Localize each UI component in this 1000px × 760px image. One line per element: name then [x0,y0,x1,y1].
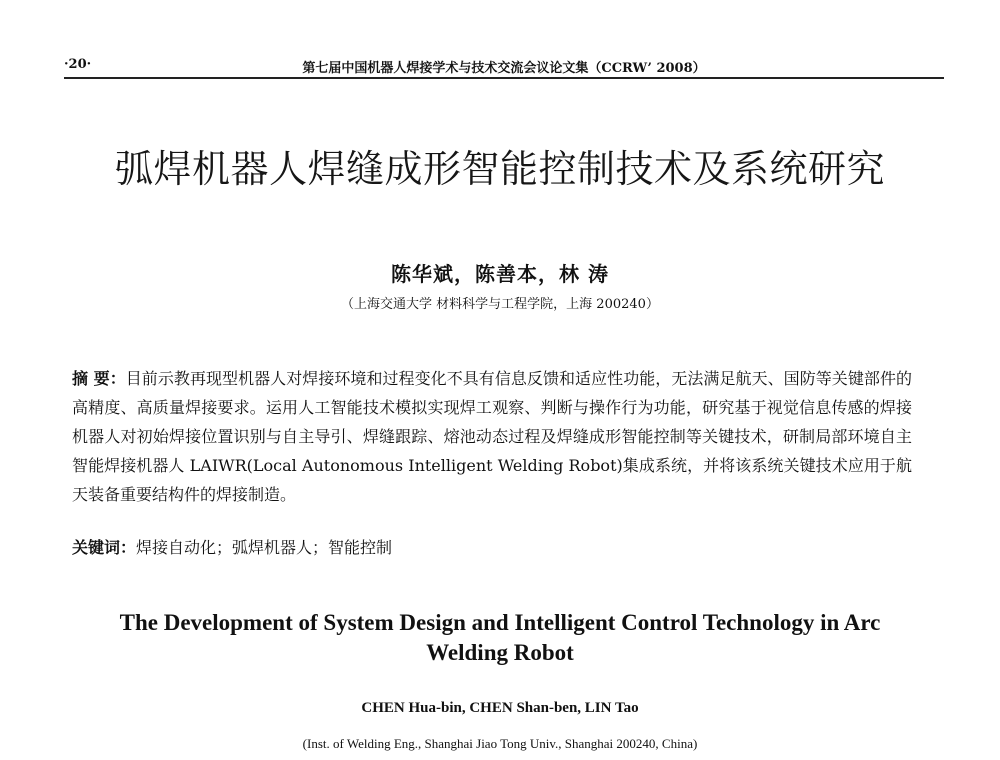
keywords-text: 焊接自动化；弧焊机器人；智能控制 [136,538,393,557]
abstract-text: 目前示教再现型机器人对焊接环境和过程变化不具有信息反馈和适应性功能，无法满足航天、国防等关键部件的高精度、高质量焊接要求。运用人工智能技术模拟实现焊工观察、判断与操作行为功能，研究基于视觉信息传感的焊接机器人对初始焊接位置识别与自主导引、焊缝跟踪、熔池动态过程及焊缝成形智能控制等关键技术，研制局部环境自主智能焊接机器人 LAIWR(Local Autonomous Intelligent Welding Robot)集成系统，并将该系统关键技术应用于航天装备重要结构件的焊接制造。 [72,369,912,504]
keywords-label: 关键词： [72,538,137,557]
conference-name: 第七届中国机器人焊接学术与技术交流会议论文集（CCRW’ 2008） [302,61,706,76]
chinese-affiliation: （上海交通大学 材料科学与工程学院，上海 200240） [341,297,659,312]
page-number: ·20· [64,57,92,72]
abstract-label: 摘 要： [72,369,126,388]
english-authors: CHEN Hua-bin, CHEN Shan-ben, LIN Tao [361,700,639,716]
keywords [72,537,912,559]
english-affiliation: (Inst. of Welding Eng., Shanghai Jiao Tong Univ., Shanghai 200240, China) [302,736,698,751]
chinese-title: 弧焊机器人焊缝成形智能控制技术及系统研究 [114,147,885,191]
chinese-authors: 陈华斌，陈善本，林 涛 [391,262,609,286]
running-header [64,55,944,79]
abstract [72,364,912,509]
english-title: The Development of System Design and Intelligent Control Technology in Arc Welding Robot [119,610,881,665]
